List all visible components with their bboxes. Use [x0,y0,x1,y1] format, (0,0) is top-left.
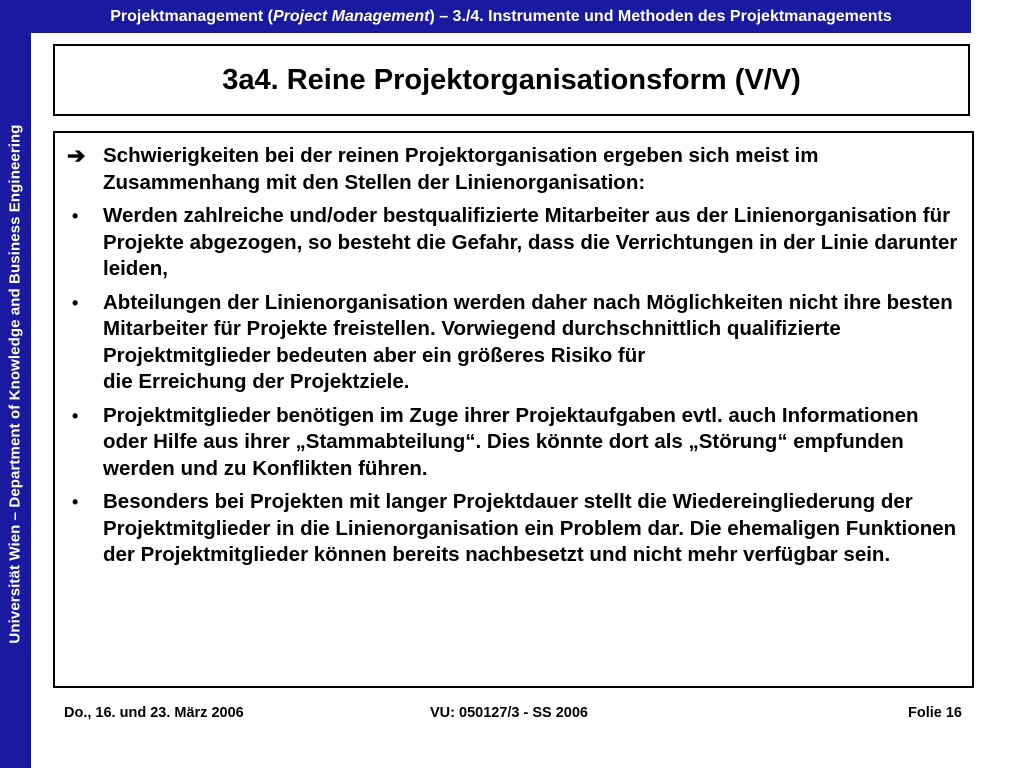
bullet-icon: • [72,292,79,313]
bullet-text [103,290,958,396]
list-item [67,290,958,396]
footer-slide-number: Folie 16 [908,705,962,721]
list-item [67,203,958,283]
bullet-text [103,403,958,483]
title-box [53,44,970,116]
content-box [53,131,974,688]
intro-item [67,143,958,196]
header-suffix: ) – 3./4. Instrumente und Methoden des Projektmanagements [429,8,892,25]
bullet-line: Projektmitglieder benötigen im Zuge ihrer Projektaufgaben evtl. auch Informationen oder Hilfe aus ihrer „Stammabteilung“. Dies könnte dort als „Störung“ empfunden werden und zu Konflikten führen. [103,403,919,480]
list-item [67,489,958,569]
header-bar [31,0,971,33]
sidebar-band [0,0,31,768]
bullet-line: Abteilungen der Linienorganisation werden daher nach Möglichkeiten nicht ihre besten Mitarbeiter für Projekte freistellen. Vorwiegend durchschnittlich qualifizierte Projektmitglieder bedeuten aber ein größeres Risiko für [103,290,953,367]
bullet-line: Werden zahlreiche und/oder bestqualifizierte Mitarbeiter aus der Linienorganisation für Projekte abgezogen, so besteht die Gefahr, dass die Verrichtungen in der Linie darunter leiden, [103,204,958,280]
bullet-text [103,489,958,569]
header-prefix: Projektmanagement ( [110,8,273,25]
bullet-icon: • [72,492,79,512]
page-title: 3a4. Reine Projektorganisationsform (V/V) [222,63,801,96]
arrow-right-icon: ➔ [67,143,86,168]
bullet-icon: • [72,405,79,426]
bullet-line: die Erreichung der Projektziele. [103,370,410,393]
footer-course: VU: 050127/3 - SS 2006 [430,705,588,721]
footer-date: Do., 16. und 23. März 2006 [64,705,244,721]
bullet-icon: • [72,206,79,226]
bullet-text [103,203,958,283]
header-italic: Project Management [272,8,430,25]
list-item [67,403,958,483]
sidebar-text: Universität Wien – Department of Knowledge and Business Engineering [6,124,24,644]
bullet-line: Besonders bei Projekten mit langer Projektdauer stellt die Wiedereingliederung der Projektmitglieder in die Linienorganisation ein Problem dar. Die ehemaligen Funktionen der Projektmitglieder können bereits nachbesetzt und nicht mehr verfügbar sein. [103,490,957,566]
intro-text: Schwierigkeiten bei der reinen Projektorganisation ergeben sich meist im Zusammenhang mit den Stellen der Linienorganisation: [103,144,819,194]
